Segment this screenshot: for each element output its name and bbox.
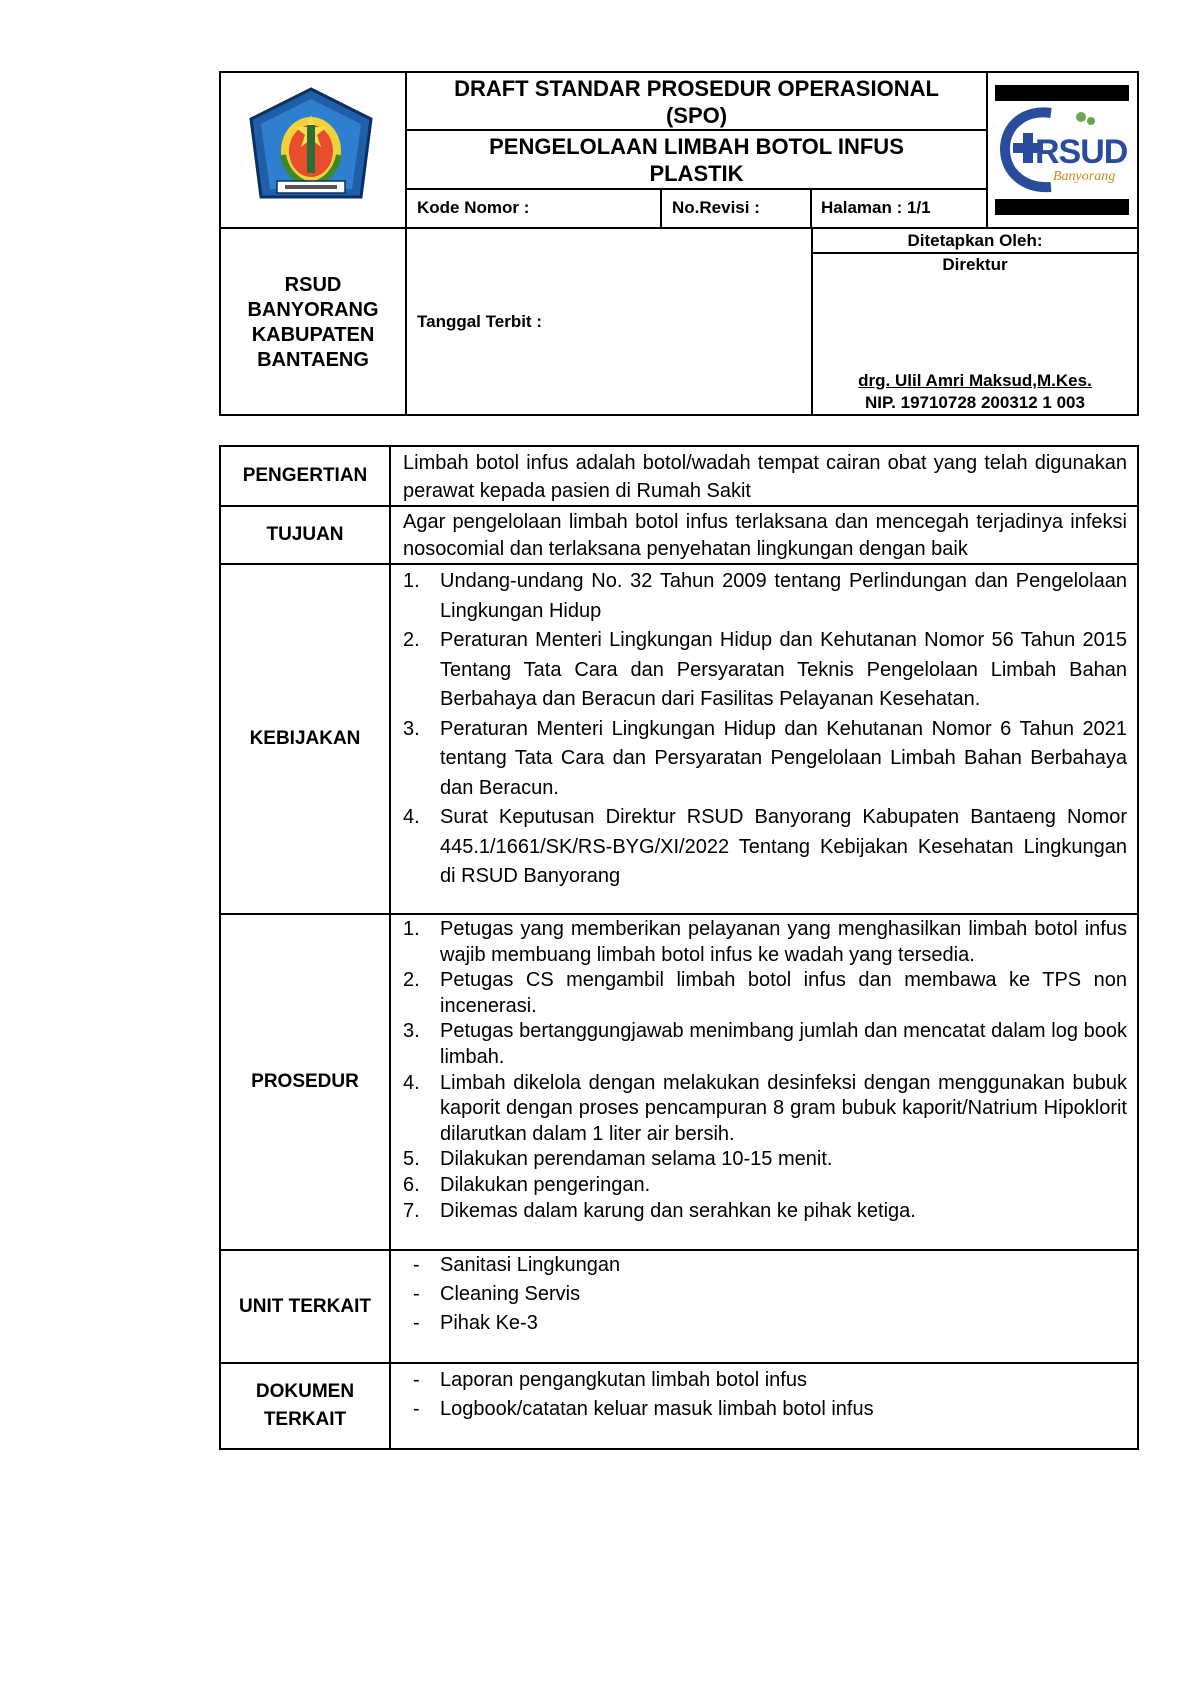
list-item bbox=[403, 1071, 1127, 1148]
item-text: Dilakukan perendaman selama 10-15 menit. bbox=[440, 1148, 833, 1171]
divider bbox=[986, 73, 988, 227]
unit-list bbox=[403, 1251, 1127, 1338]
item-number: 4. bbox=[403, 806, 420, 828]
org-line: KABUPATEN bbox=[251, 324, 375, 346]
item-dash: - bbox=[413, 1283, 420, 1305]
list-item bbox=[403, 1280, 1127, 1309]
organization-name bbox=[221, 273, 405, 373]
section-label: UNIT TERKAIT bbox=[220, 1250, 390, 1363]
kabupaten-logo bbox=[247, 85, 375, 215]
item-text: Limbah dikelola dengan melakukan desinfeksi dengan menggunakan bubuk kaporit dengan proses pencampuran 8 gram bubuk kaporit/Natrium Hipoklorit dilarutkan dalam 1 liter air bersih. bbox=[440, 1071, 1127, 1145]
label-line: TERKAIT bbox=[263, 1409, 347, 1430]
item-text: Cleaning Servis bbox=[440, 1283, 581, 1305]
section-label: TUJUAN bbox=[220, 506, 390, 564]
item-number: 3. bbox=[403, 717, 420, 740]
section-content bbox=[390, 914, 1138, 1250]
list-item bbox=[403, 567, 1127, 626]
item-text: Petugas bertanggungjawab menimbang jumlah dan mencatat dalam log book limbah. bbox=[440, 1020, 1127, 1068]
jabatan-label: Direktur bbox=[942, 255, 1008, 274]
header-table bbox=[219, 71, 1139, 416]
list-item bbox=[403, 1019, 1127, 1070]
list-item bbox=[403, 1173, 1127, 1199]
item-text: Petugas CS mengambil limbah botol infus dan membawa ke TPS non incenerasi. bbox=[440, 969, 1127, 1017]
subject-line: PENGELOLAAN LIMBAH BOTOL INFUS bbox=[489, 134, 904, 159]
list-item bbox=[403, 1251, 1127, 1280]
item-text: Peraturan Menteri Lingkungan Hidup dan Kehutanan Nomor 6 Tahun 2021 tentang Tata Cara dan Persyaratan Pengelolaan Limbah Bahan Berbahaya dan Beracun. bbox=[440, 717, 1127, 799]
divider bbox=[660, 190, 662, 227]
item-number: 1. bbox=[403, 918, 420, 940]
section-label: KEBIJAKAN bbox=[220, 564, 390, 914]
list-item bbox=[403, 1147, 1127, 1173]
logo-text: RSUD bbox=[1035, 133, 1128, 171]
item-text: Peraturan Menteri Lingkungan Hidup dan Kehutanan Nomor 56 Tahun 2015 Tentang Tata Cara dan Persyaratan Teknis Pengelolaan Limbah Bahan Berbahaya dan Beracun dari Fasilitas Pelayanan Kesehatan. bbox=[440, 629, 1127, 710]
item-number: 1. bbox=[403, 570, 420, 592]
row-tujuan bbox=[220, 506, 1138, 564]
document-title bbox=[407, 73, 986, 129]
item-number: 2. bbox=[403, 629, 420, 651]
row-dokumen-terkait bbox=[220, 1363, 1138, 1449]
kebijakan-list bbox=[403, 567, 1127, 892]
list-item bbox=[403, 803, 1127, 892]
signatory-name: drg. Ulil Amri Maksud,M.Kes. bbox=[858, 371, 1092, 390]
logo-script: Banyorang bbox=[1053, 169, 1116, 184]
item-number: 7. bbox=[403, 1199, 420, 1222]
section-label bbox=[220, 1363, 390, 1449]
list-item bbox=[403, 1395, 1127, 1424]
item-text: Dilakukan pengeringan. bbox=[440, 1173, 651, 1196]
item-dash: - bbox=[413, 1369, 420, 1391]
list-item bbox=[403, 968, 1127, 1019]
item-number: 3. bbox=[403, 1020, 420, 1043]
item-text: Surat Keputusan Direktur RSUD Banyorang Kabupaten Bantaeng Nomor 445.1/1661/SK/RS-BYG/XI/2022 Tentang Kebijakan Kesehatan Lingkungan di RSUD Banyorang bbox=[440, 806, 1127, 887]
rsud-logo bbox=[993, 81, 1133, 219]
row-pengertian bbox=[220, 446, 1138, 506]
item-text: Dikemas dalam karung dan serahkan ke pihak ketiga. bbox=[440, 1199, 916, 1222]
section-content bbox=[390, 564, 1138, 914]
list-item bbox=[403, 626, 1127, 715]
item-number: 4. bbox=[403, 1071, 420, 1094]
item-text: Laporan pengangkutan limbah botol infus bbox=[440, 1369, 807, 1391]
dokumen-list bbox=[403, 1366, 1127, 1424]
item-text: Undang-undang No. 32 Tahun 2009 tentang Perlindungan dan Pengelolaan Lingkungan Hidup bbox=[440, 570, 1127, 622]
org-line: BANTAENG bbox=[257, 349, 369, 371]
list-item bbox=[403, 715, 1127, 804]
list-item bbox=[403, 917, 1127, 968]
item-dash: - bbox=[413, 1312, 420, 1334]
signatory-nip: NIP. 19710728 200312 1 003 bbox=[865, 393, 1085, 412]
no-revisi-label: No.Revisi : bbox=[672, 198, 760, 217]
item-text: Logbook/catatan keluar masuk limbah botol infus bbox=[440, 1398, 874, 1420]
row-prosedur bbox=[220, 914, 1138, 1250]
tujuan-text: Agar pengelolaan limbah botol infus terlaksana dan mencegah terjadinya infeksi nosocomial dan terlaksana penyehatan lingkungan dengan baik bbox=[403, 511, 1127, 560]
list-item bbox=[403, 1366, 1127, 1395]
logo-bar bbox=[995, 199, 1129, 215]
item-number: 5. bbox=[403, 1148, 420, 1171]
section-content bbox=[390, 1363, 1138, 1449]
org-line: BANYORANG bbox=[247, 299, 379, 321]
item-dash: - bbox=[413, 1398, 420, 1420]
prosedur-list bbox=[403, 917, 1127, 1224]
halaman-label: Halaman : 1/1 bbox=[821, 198, 931, 217]
org-line: RSUD bbox=[284, 274, 342, 296]
item-text: Petugas yang memberikan pelayanan yang menghasilkan limbah botol infus wajib membuang limbah botol infus ke wadah yang tersedia. bbox=[440, 918, 1127, 966]
section-content bbox=[390, 1250, 1138, 1363]
ditetapkan-oleh-label: Ditetapkan Oleh: bbox=[907, 231, 1043, 250]
item-dash: - bbox=[413, 1254, 420, 1276]
title-line: (SPO) bbox=[665, 103, 728, 128]
tanggal-terbit-label: Tanggal Terbit : bbox=[417, 312, 542, 331]
logo-bar bbox=[995, 85, 1129, 101]
list-item bbox=[403, 1309, 1127, 1338]
list-item bbox=[403, 1199, 1127, 1225]
spo-content-table bbox=[219, 445, 1139, 1450]
item-text: Pihak Ke-3 bbox=[440, 1312, 538, 1334]
label-line: DOKUMEN bbox=[255, 1381, 355, 1402]
item-number: 2. bbox=[403, 969, 420, 992]
subject-line: PLASTIK bbox=[649, 161, 744, 186]
section-label: PROSEDUR bbox=[220, 914, 390, 1250]
section-content bbox=[390, 506, 1138, 564]
divider bbox=[405, 188, 988, 190]
document-subject bbox=[407, 131, 986, 188]
kode-nomor-label: Kode Nomor : bbox=[417, 198, 530, 217]
section-content bbox=[390, 446, 1138, 506]
item-number: 6. bbox=[403, 1173, 420, 1196]
row-kebijakan bbox=[220, 564, 1138, 914]
row-unit-terkait bbox=[220, 1250, 1138, 1363]
pengertian-text: Limbah botol infus adalah botol/wadah tempat cairan obat yang telah digunakan perawat kepada pasien di Rumah Sakit bbox=[403, 452, 1127, 502]
item-text: Sanitasi Lingkungan bbox=[440, 1254, 621, 1276]
section-label: PENGERTIAN bbox=[220, 446, 390, 506]
title-line: DRAFT STANDAR PROSEDUR OPERASIONAL bbox=[454, 76, 939, 101]
